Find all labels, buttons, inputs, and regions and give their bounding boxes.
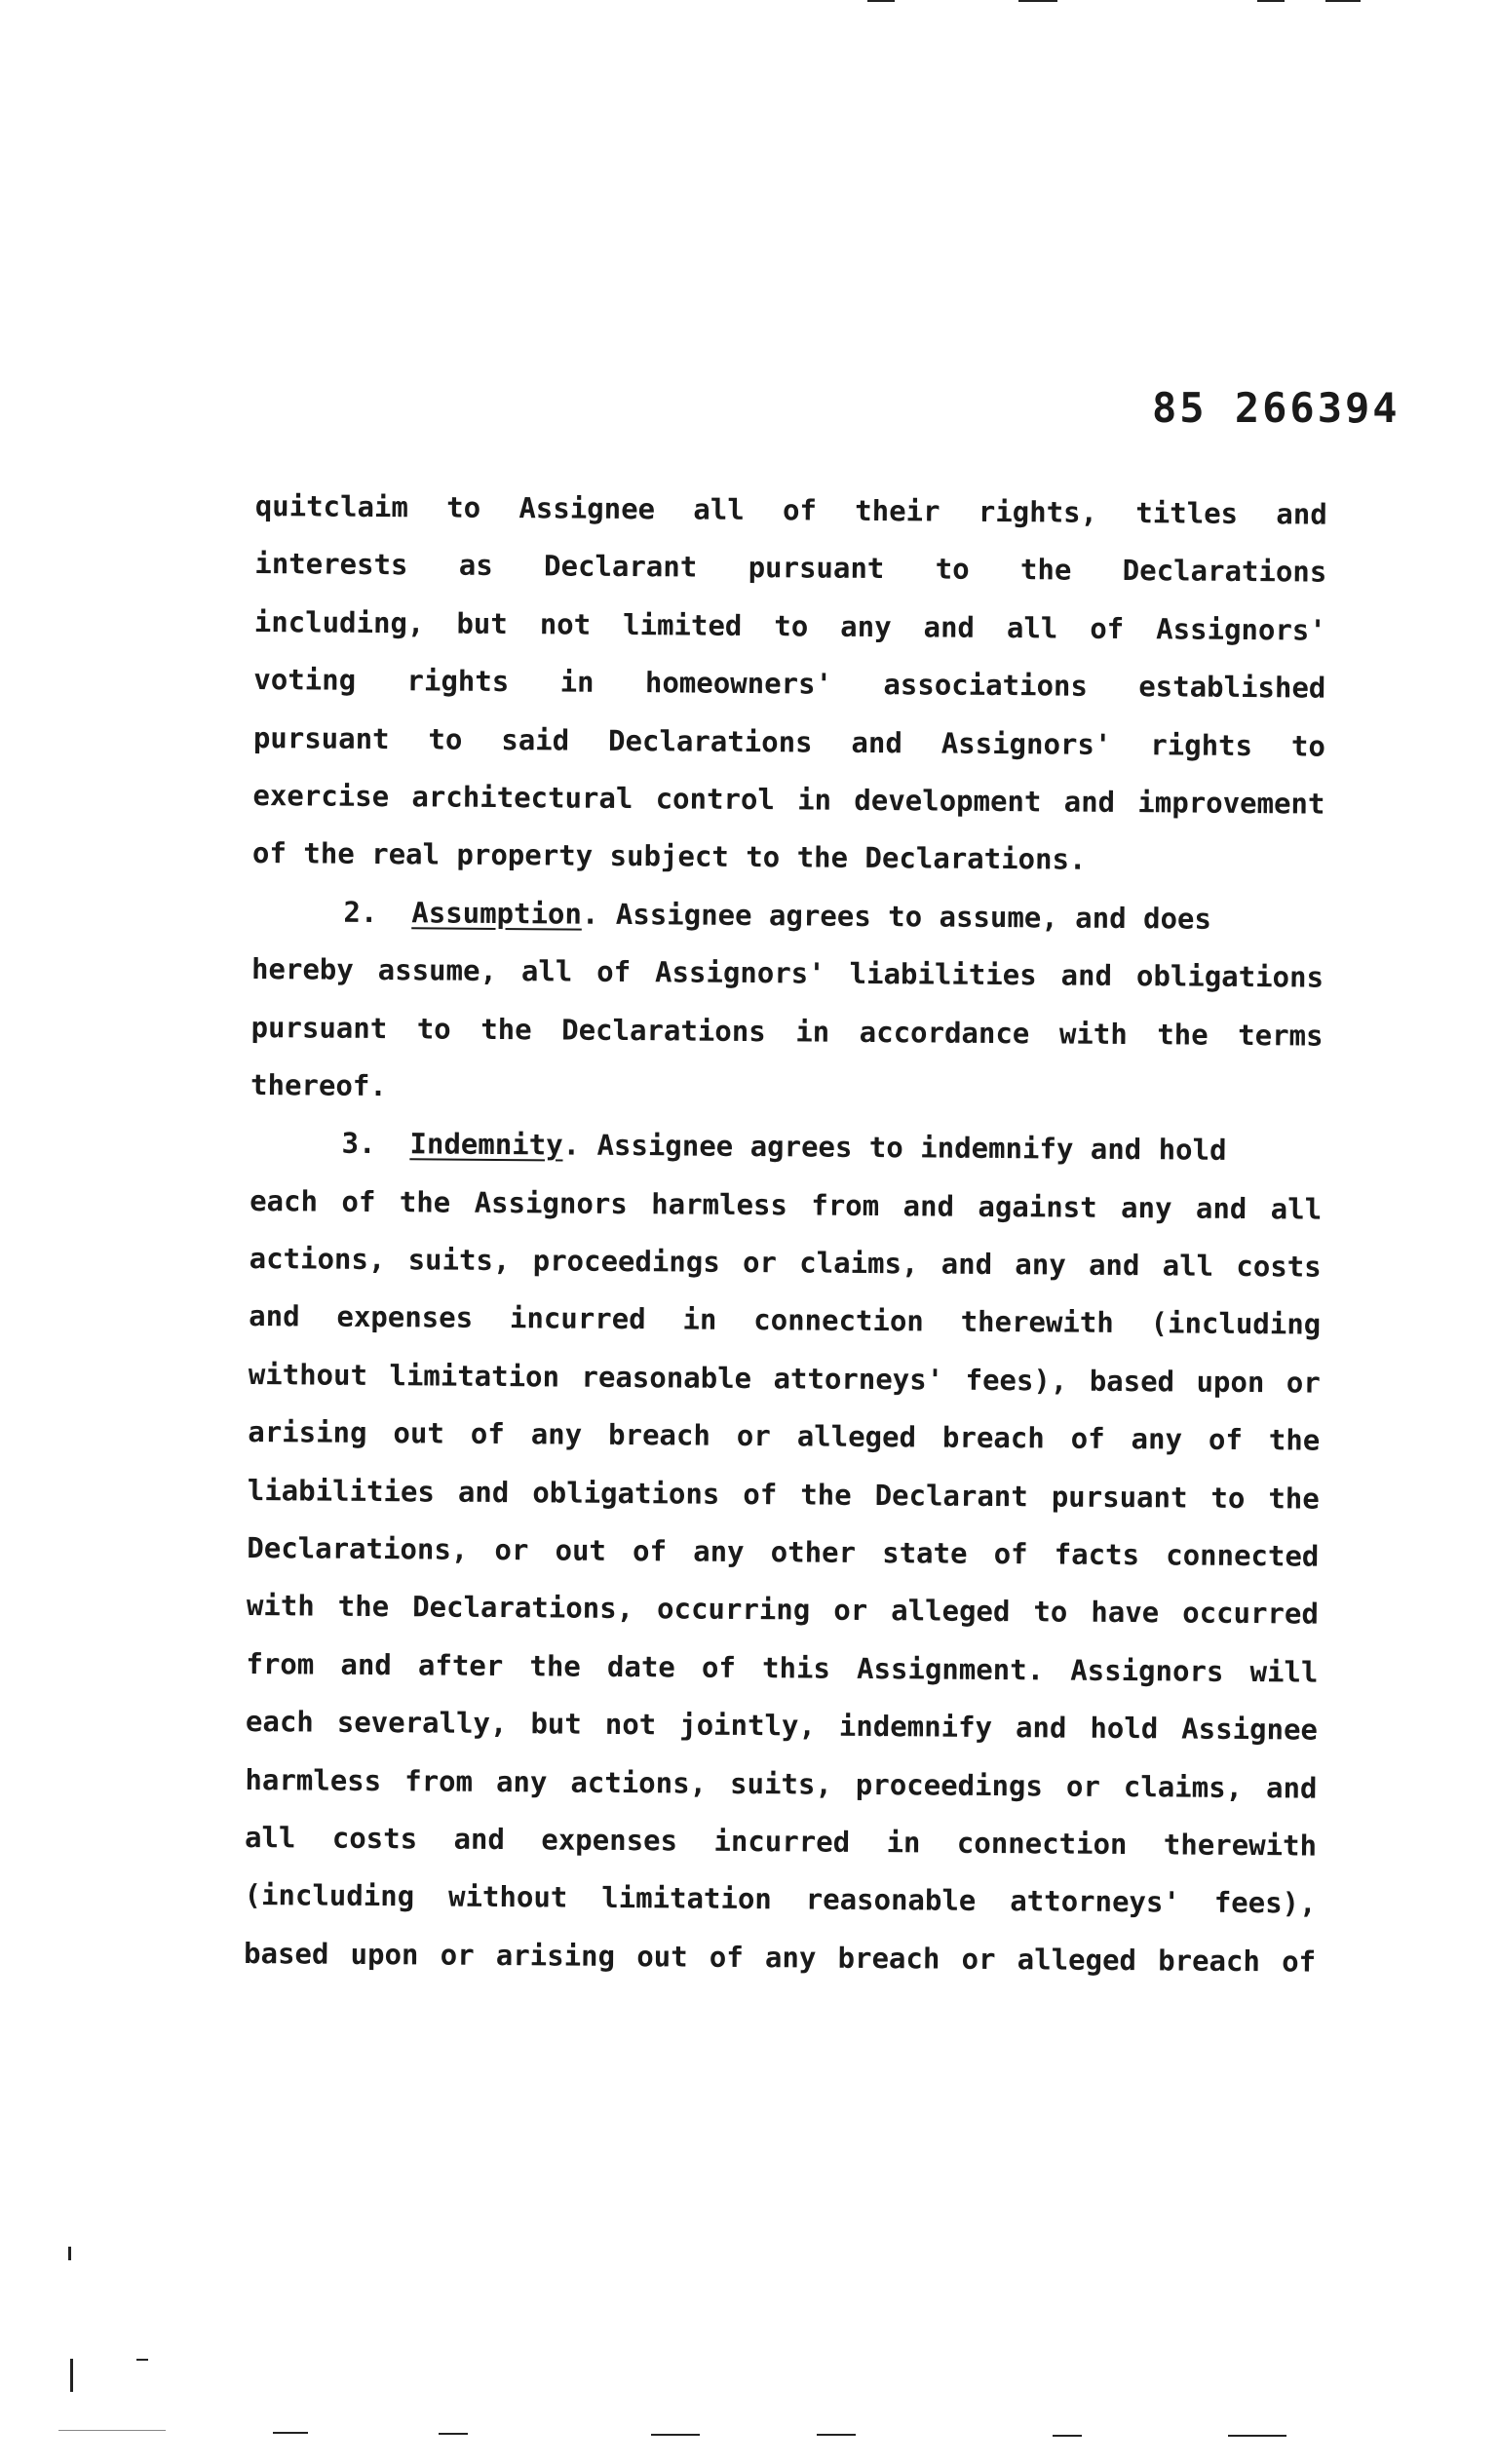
text-line: quitclaim to Assignee all of their rights, titles and [254, 488, 1327, 531]
scan-artifact [68, 2247, 71, 2260]
text-line: harmless from any actions, suits, proceedings or claims, and [245, 1762, 1318, 1805]
section-2-first-line-text: . Assignee agrees to assume, and does [581, 897, 1212, 936]
text-line: exercise architectural control in development and improvement [252, 778, 1325, 821]
scan-artifact [817, 2434, 856, 2436]
scan-artifact [1053, 2435, 1082, 2437]
scan-artifact [1325, 0, 1361, 2]
scan-artifact [136, 2359, 148, 2361]
text-line: each severally, but not jointly, indemnify and hold Assignee [245, 1705, 1319, 1747]
scan-artifact [867, 0, 895, 2]
scan-artifact [1257, 0, 1285, 2]
scan-artifact [58, 2430, 166, 2431]
scan-artifact [1228, 2435, 1286, 2437]
scan-artifact [1018, 0, 1057, 2]
text-line: based upon or arising out of any breach or alleged breach of [243, 1936, 1317, 1979]
text-line: (including without limitation reasonable attorneys' fees), [244, 1878, 1317, 1920]
text-line: liabilities and obligations of the Declarant pursuant to the [247, 1473, 1320, 1516]
text-line: without limitation reasonable attorneys' fees), based upon or [248, 1357, 1321, 1400]
text-line: all costs and expenses incurred in connection therewith [244, 1820, 1318, 1863]
section-3-number: 3. [341, 1127, 376, 1161]
scan-artifact [651, 2434, 700, 2436]
text-line: hereby assume, all of Assignors' liabilities and obligations [250, 952, 1324, 994]
text-line: thereof. [250, 1067, 387, 1102]
text-line: actions, suits, proceedings or claims, and any and all costs [249, 1242, 1322, 1284]
section-2-first-line [251, 883, 1324, 949]
document-body [244, 478, 1327, 1991]
section-2-number: 2. [343, 895, 378, 929]
text-line: each of the Assignors harmless from and against any and all [250, 1183, 1323, 1226]
section-3-first-line [250, 1114, 1322, 1180]
text-line: pursuant to said Declarations and Assignors' rights to [252, 720, 1326, 763]
text-line: interests as Declarant pursuant to the Declarations [254, 547, 1327, 590]
scan-artifact [70, 2359, 73, 2392]
text-line: from and after the date of this Assignment. Assignors will [246, 1646, 1319, 1689]
text-line: Declarations, or out of any other state of facts connected [247, 1530, 1320, 1573]
text-line: arising out of any breach or alleged breach of any of the [248, 1415, 1321, 1457]
text-line: with the Declarations, occurring or alleged to have occurred [246, 1589, 1320, 1632]
section-3-first-line-text: . Assignee agrees to indemnify and hold [562, 1128, 1227, 1168]
scan-artifact [273, 2432, 308, 2434]
text-line: and expenses incurred in connection therewith (including [249, 1299, 1322, 1342]
section-3-heading: Indemnity [409, 1127, 563, 1162]
section-2-heading: Assumption [411, 896, 583, 931]
text-line: of the real property subject to the Declarations. [251, 836, 1087, 877]
text-line: pursuant to the Declarations in accordance with the terms [250, 1010, 1324, 1053]
text-line: voting rights in homeowners' associations established [253, 663, 1326, 705]
document-number: 85 266394 [1152, 384, 1401, 432]
scan-artifact [439, 2433, 468, 2435]
text-line: including, but not limited to any and all of Assignors' [253, 604, 1326, 647]
